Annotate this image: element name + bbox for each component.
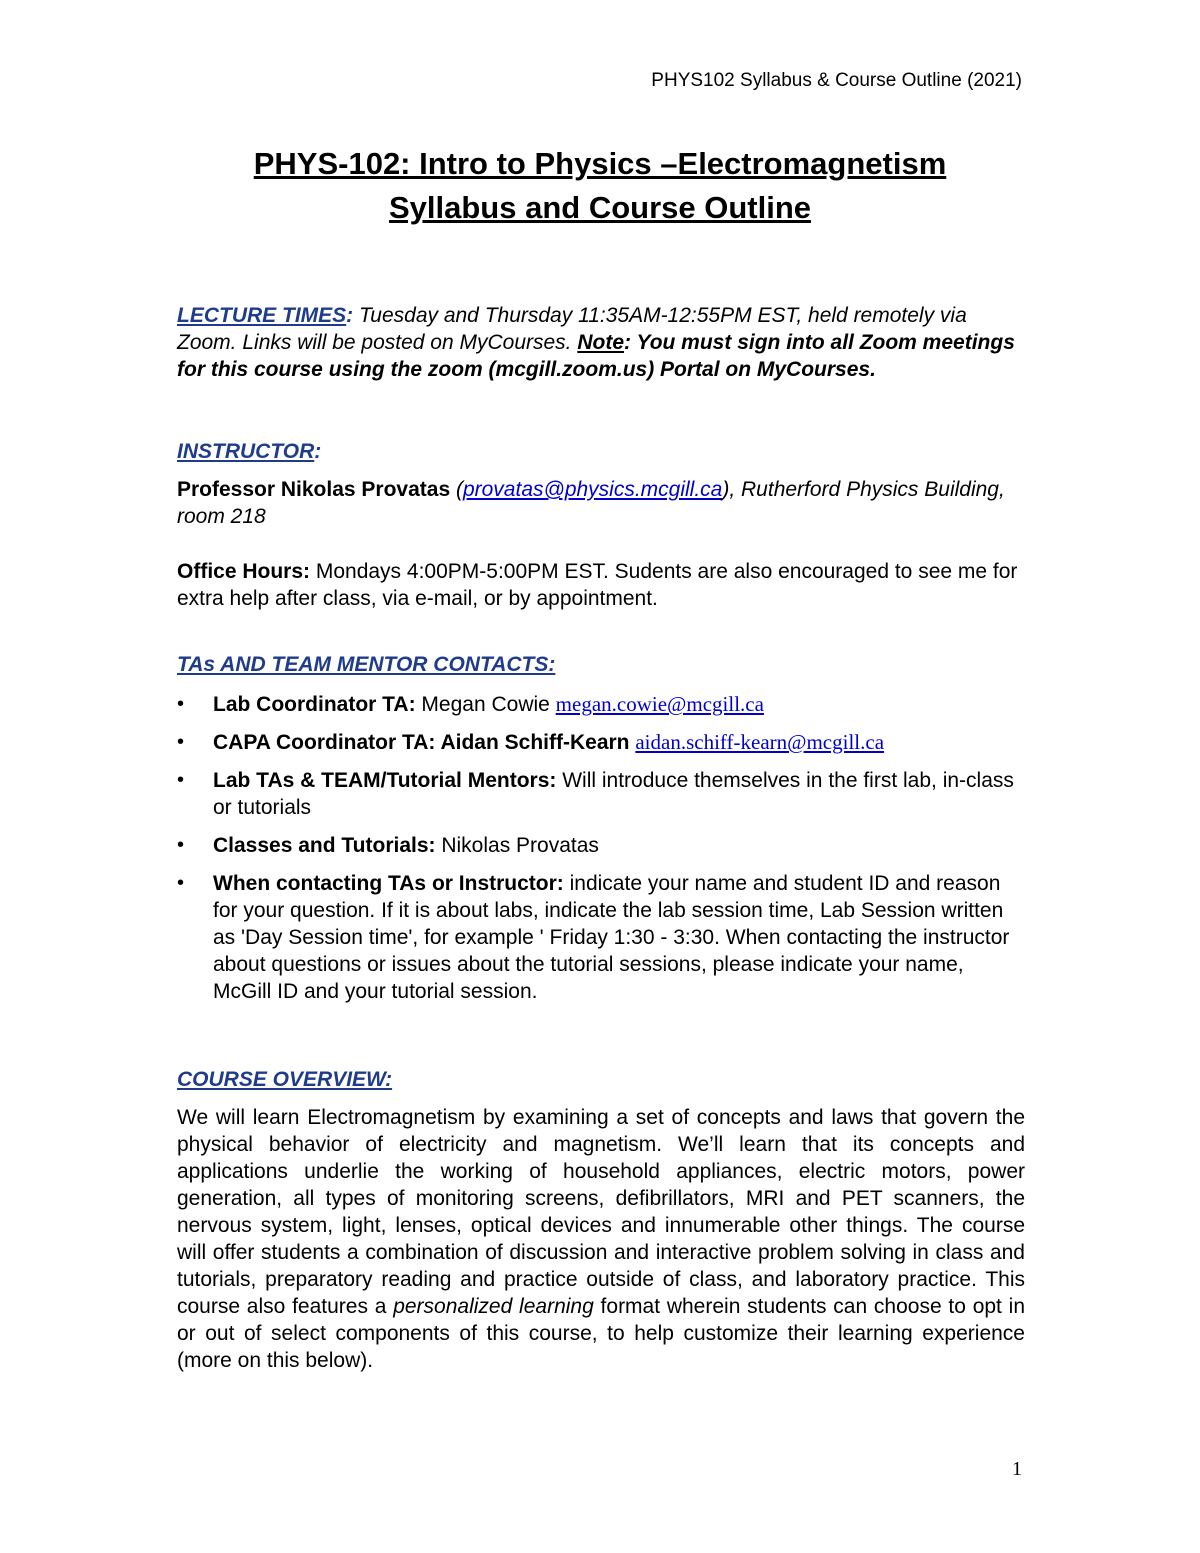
lecture-note-label: Note xyxy=(577,331,625,354)
instructor-open-paren: ( xyxy=(450,478,463,501)
list-item xyxy=(177,832,1027,859)
instructor-paragraph xyxy=(177,476,1025,530)
overview-heading: COURSE OVERVIEW: xyxy=(177,1068,393,1091)
overview-italic: personalized learning xyxy=(393,1295,594,1318)
list-item-label: CAPA Coordinator TA: Aidan Schiff-Kearn xyxy=(213,731,630,754)
instructor-location: ), Rutherford Physics Building, room 218 xyxy=(177,478,1005,528)
list-item-label: Lab Coordinator TA: xyxy=(213,693,416,716)
lecture-times-paragraph xyxy=(177,302,1025,383)
tas-list xyxy=(177,691,1027,1005)
instructor-colon: : xyxy=(314,440,322,463)
list-item-label: When contacting TAs or Instructor: xyxy=(213,872,564,895)
list-item-email-link[interactable]: aidan.schiff-kearn@mcgill.ca xyxy=(635,730,885,754)
list-item-label: Classes and Tutorials: xyxy=(213,834,436,857)
title-line-1: PHYS-102: Intro to Physics –Electromagnetism xyxy=(253,146,947,181)
list-item xyxy=(177,767,1027,821)
tas-heading: TAs AND TEAM MENTOR CONTACTS: xyxy=(177,653,556,676)
office-hours-label: Office Hours: xyxy=(177,560,311,583)
list-item xyxy=(177,729,1027,756)
list-item-label: Lab TAs & TEAM/Tutorial Mentors: xyxy=(213,769,557,792)
instructor-name: Professor Nikolas Provatas xyxy=(177,478,451,501)
list-item-text: Megan Cowie xyxy=(415,693,556,716)
list-item-text: indicate your name and student ID and reason for your question. If it is about labs, indicate the lab session time, Lab Session written as 'Day Session time', for example ' Friday 1:30 - 3:30. When contacting the instructor about questions or issues about the tutorial sessions, please indicate your name, McGill ID and your tutorial session. xyxy=(213,872,1010,1003)
instructor-heading: INSTRUCTOR xyxy=(177,440,315,463)
list-item-text: Will introduce themselves in the first lab, in-class or tutorials xyxy=(213,769,1014,819)
instructor-heading-line xyxy=(177,438,1025,465)
document-title xyxy=(120,142,1080,230)
overview-text-1: We will learn Electromagnetism by examining a set of concepts and laws that govern the physical behavior of electricity and magnetism. We’ll learn that its concepts and applications underlie the working of household appliances, electric motors, power generation, all types of monitoring screens, defibrillators, MRI and PET scanners, the nervous system, light, lenses, optical devices and innumerable other things. The course will offer students a combination of discussion and interactive problem solving in class and tutorials, preparatory reading and practice outside of class, and laboratory practice. This course also features a xyxy=(177,1106,1025,1318)
office-hours-text: Mondays 4:00PM-5:00PM EST. Sudents are also encouraged to see me for extra help after class, via e-mail, or by appointment. xyxy=(177,560,1018,610)
list-item xyxy=(177,870,1027,1005)
list-item xyxy=(177,691,1027,718)
tas-heading-line xyxy=(177,651,1025,678)
overview-paragraph xyxy=(177,1104,1025,1374)
lecture-times-heading: LECTURE TIMES xyxy=(177,304,347,327)
title-line-2: Syllabus and Course Outline xyxy=(388,190,812,225)
lecture-note-text: : You must sign into all Zoom meetings for this course using the zoom (mcgill.zoom.us) Portal on MyCourses. xyxy=(177,331,1015,381)
page-number: 1 xyxy=(1012,1458,1022,1480)
overview-text-2: format wherein students can choose to opt in or out of select components of this course, to help customize their learning experience (more on this below). xyxy=(177,1295,1026,1372)
lecture-times-colon: : xyxy=(346,304,354,327)
office-hours-paragraph xyxy=(177,558,1025,612)
overview-heading-line xyxy=(177,1066,1025,1093)
instructor-email-link[interactable]: provatas@physics.mcgill.ca xyxy=(462,478,723,501)
list-item-text: Nikolas Provatas xyxy=(435,834,599,857)
list-item-email-link[interactable]: megan.cowie@mcgill.ca xyxy=(555,692,764,716)
running-header: PHYS102 Syllabus & Course Outline (2021) xyxy=(651,70,1022,91)
lecture-times-text: Tuesday and Thursday 11:35AM-12:55PM EST, held remotely via Zoom. Links will be posted on MyCourses. xyxy=(177,304,967,354)
